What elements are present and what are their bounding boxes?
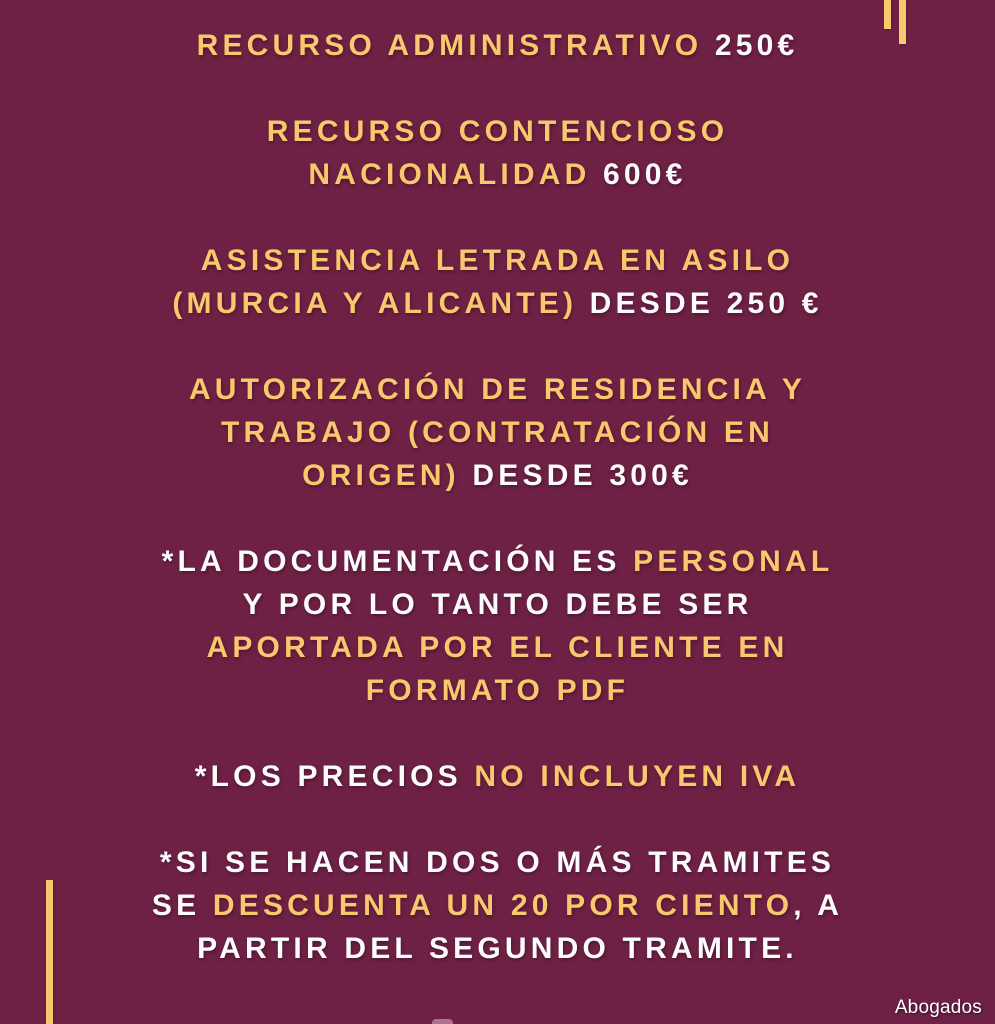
text-segment: TRABAJO (CONTRATACIÓN EN <box>221 416 774 449</box>
text-segment: ASISTENCIA LETRADA EN ASILO <box>200 244 795 277</box>
text-segment: ORIGEN) <box>302 459 473 492</box>
text-line <box>0 110 995 153</box>
text-segment: NO INCLUYEN IVA <box>474 760 801 793</box>
text-segment: AUTORIZACIÓN DE RESIDENCIA Y <box>188 373 807 406</box>
text-segment: RECURSO CONTENCIOSO <box>266 115 729 148</box>
text-segment: 600€ <box>603 158 687 191</box>
text-line <box>0 24 995 67</box>
text-segment: *SI SE HACEN DOS O MÁS TRAMITES <box>159 846 836 879</box>
text-segment: DESDE 300€ <box>472 459 693 492</box>
text-line <box>0 583 995 626</box>
text-line <box>0 454 995 497</box>
text-line <box>0 927 995 970</box>
paragraph-recurso-administrativo <box>0 24 995 67</box>
text-line <box>0 411 995 454</box>
paragraph-recurso-contencioso-nacionalidad <box>0 110 995 196</box>
text-line <box>0 841 995 884</box>
price-list <box>0 24 995 1013</box>
text-segment: DESCUENTA UN 20 POR CIENTO <box>212 889 794 922</box>
paragraph-nota-documentacion <box>0 540 995 712</box>
watermark-abogados: Abogados <box>894 997 982 1018</box>
text-line <box>0 282 995 325</box>
text-segment: (MURCIA Y ALICANTE) <box>172 287 590 320</box>
text-line <box>0 884 995 927</box>
text-segment: , A <box>793 889 844 922</box>
text-line <box>0 540 995 583</box>
text-segment: PERSONAL <box>633 545 834 578</box>
text-segment: PARTIR DEL SEGUNDO TRAMITE. <box>197 932 798 965</box>
text-line <box>0 626 995 669</box>
text-line <box>0 368 995 411</box>
text-line <box>0 239 995 282</box>
paragraph-autorizacion-residencia-trabajo <box>0 368 995 497</box>
text-segment: *LOS PRECIOS <box>194 760 475 793</box>
paragraph-nota-descuento <box>0 841 995 970</box>
text-segment: DESDE 250 € <box>589 287 823 320</box>
text-segment: FORMATO PDF <box>365 674 630 707</box>
text-segment: Y POR LO TANTO DEBE SER <box>242 588 753 621</box>
text-line <box>0 755 995 798</box>
text-segment: SE <box>151 889 213 922</box>
text-segment: *LA DOCUMENTACIÓN ES <box>161 545 634 578</box>
paragraph-asistencia-letrada-asilo <box>0 239 995 325</box>
text-segment: NACIONALIDAD <box>308 158 604 191</box>
text-line <box>0 153 995 196</box>
text-segment: APORTADA POR EL CLIENTE EN <box>206 631 789 664</box>
text-segment: 250€ <box>714 29 799 62</box>
bottom-cutoff-shape <box>432 1019 453 1024</box>
text-line <box>0 669 995 712</box>
paragraph-nota-precios-iva <box>0 755 995 798</box>
text-segment: RECURSO ADMINISTRATIVO <box>196 29 715 62</box>
